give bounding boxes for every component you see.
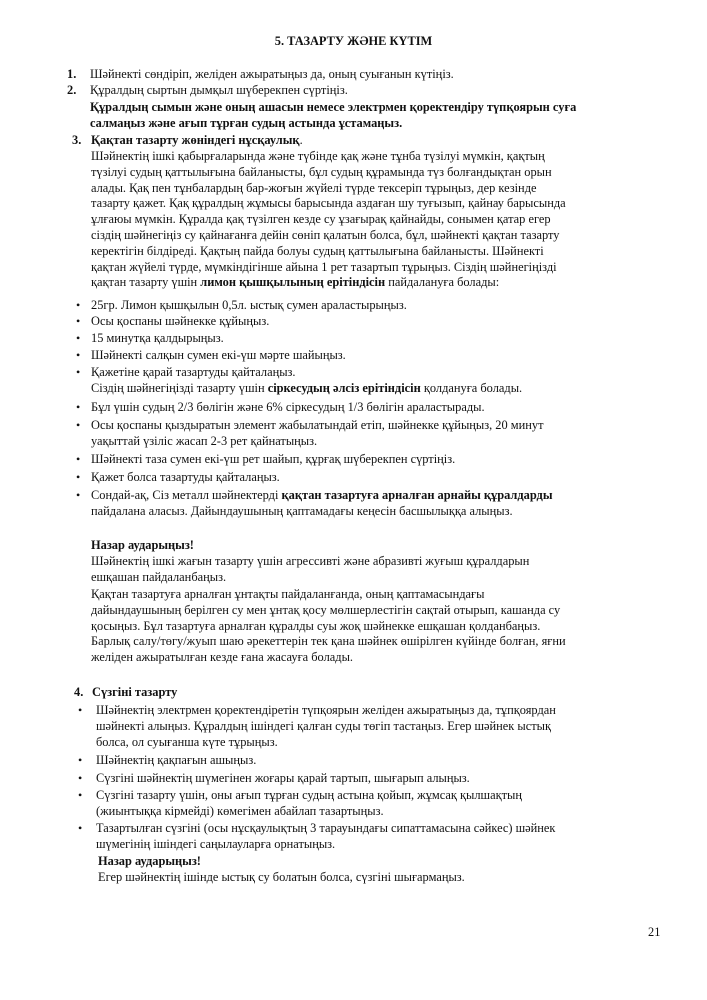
list-item: Шәйнектің электрмен қоректендіретін түпқоярын желіден ажыратыңыз да, тұпқоярдан шәйнекті алыңыз. Құралдың ішіндегі қалған суды төгіп тастаңыз. Егер шәйнек ыстық болса, ол суығанша күте тұрыңыз. [96,703,556,749]
attention-title: Назар аударыңыз! [91,538,194,552]
list-item: 25гр. Лимон қышқылын 0,5л. ыстық сумен араластырыңыз. [91,298,407,312]
bullet-icon: • [76,298,81,312]
attention-title: Назар аударыңыз! [98,854,201,868]
page-title: 5. ТАЗАРТУ ЖӘНЕ КҮТІМ [274,34,433,48]
list-item: Шәйнекті таза сумен екі-үш рет шайып, құрғақ шүберекпен сүртіңіз. [91,452,456,466]
bullet-icon: • [78,703,83,717]
section-title: Сүзгіні тазарту [92,685,178,699]
list-item: Сондай-ақ, Сіз металл шәйнектерді қақтан тазартуға арналған арнайы құралдарды пайдалана аласыз. Дайындаушының қаптамадағы кеңесін басшылыққа алыңыз. [91,488,553,518]
attention-text: Егер шәйнектің ішінде ыстық су болатын болса, сүзгіні шығармаңыз. [98,870,465,884]
bullet-icon: • [76,488,81,502]
vinegar-intro: Сіздің шәйнегіңізді тазарту үшін сіркесудың әлсіз ерітіндісін қолдануға болады. [91,381,523,395]
lemon-intro: қақтан тазарту үшін лимон қышқылының ерітіндісін пайдалануға болады: [91,275,500,290]
step-text: Құралдың сыртын дымқыл шүберекпен сүртіңіз. [90,83,348,97]
page-number: 21 [648,925,661,939]
bullet-icon: • [78,753,83,767]
step-number: 2. [67,83,77,97]
step-number: 1. [67,67,77,81]
list-item: Қажетіне қарай тазартуды қайталаңыз. [91,365,296,379]
step-text: Шәйнекті сөндіріп, желіден ажыратыңыз да, оның суығанын күтіңіз. [90,67,454,81]
bullet-icon: • [78,821,83,835]
bullet-icon: • [76,400,81,414]
bullet-icon: • [76,470,81,484]
list-item: Сүзгіні шәйнектің шүмегінен жоғары қарай тартып, шығарып алыңыз. [96,771,470,785]
list-item: Осы қоспаны шәйнекке құйыңыз. [91,314,270,328]
attention-text: Қақтан тазартуға арналған ұнтақты пайдаланғанда, оның қаптамасындағы дайындаушының берілген су мен ұнтақ қосу мөлшерлестігін сақтай отырып, кашанда су қосыңыз. Бұл тазартуға арналған құралды суы жоқ шәйнекке ешқашан қолданбаңыз. Барлық салу/төгу/жуып шаю әрекеттерін тек қана шәйнек өшірілген күйінде болған, яғни желіден ажыратылған кезде ғана жасауға болады. [91,587,566,665]
list-item: Сүзгіні тазарту үшін, оны ағып тұрған судың астына қойып, жұмсақ қылшақтың (жиынтыққа кірмейді) көмегімен абайлап тазартыңыз. [96,788,522,818]
list-item: Тазартылған сүзгіні (осы нұсқаулықтың 3 тарауындағы сипаттамасына сәйкес) шәйнек шүмегінің ішіндегі саңылауларға орнатыңыз. [96,821,556,851]
bullet-icon: • [76,452,81,466]
descaling-paragraph: Шәйнектің ішкі қабырғаларында және түбінде қақ және тұнба түзілуі мүмкін, қақтың түзілуі судың қаттылығына байланысты, бұл судың құрамында түз болғандықтан орын алады. Қақ пен тұнбалардың бар-жоғын жүйелі түрде тексеріп тұрыңыз, дер кезінде тазарту қажет. Қақ құралдың жұмысы барысында аздаған шу туғызып, қайнау барысында ұлғаюы мүмкін. Құралда қақ түзілген кезде су ұзағырақ қайнайды, сонымен қатар егер сіздің шәйнегіңіз су қайнағанға дейін сөніп қалатын болса, бұл, шәйнекті қақтан тазарту керектігін білдіреді. Қақтың пайда болуы судың қаттылығына байланысты. Шәйнекті қақтан жүйелі түрде, мүмкіндігінше айына 1 рет тазартып тұрыңыз. Сіздің шәйнегіңізді қақтан тазарту үшін лимон қышқылының ерітіндісін пайдалануға болады: [91,149,656,291]
warning-immerse: Құралдың сымын және оның ашасын немесе электрмен қоректендіру түпқоярын суға салмаңыз және ағып тұрған судың астында ұстамаңыз. [90,100,577,130]
section-number: 4. [74,685,84,699]
bullet-icon: • [76,314,81,328]
list-item: Қажет болса тазартуды қайталаңыз. [91,470,280,484]
bullet-icon: • [78,788,83,802]
bullet-icon: • [76,331,81,345]
list-item: Шәйнектің қақпағын ашыңыз. [96,753,257,767]
attention-text: Шәйнектің ішкі жағын тазарту үшін агрессивті және абразивті жуғыш құралдарын ешқашан пайдаланбаңыз. [91,554,530,584]
bullet-icon: • [78,771,83,785]
section-title: Қақтан тазарту жөніндегі нұсқаулық [91,133,300,147]
list-item: Бұл үшін судың 2/3 бөлігін және 6% сіркесудың 1/3 бөлігін араластырады. [91,400,485,414]
list-item: Осы қоспаны қыздыратын элемент жабылатындай етіп, шәйнекке құйыңыз, 20 минут уақыттай үзіліс жасап 2-3 рет қайнатыңыз. [91,418,544,448]
bullet-icon: • [76,365,81,379]
section-number: 3. [72,133,82,147]
list-item: Шәйнекті салқын сумен екі-үш мәрте шайыңыз. [91,348,346,362]
bullet-icon: • [76,418,81,432]
list-item: 15 минутқа қалдырыңыз. [91,331,224,345]
bullet-icon: • [76,348,81,362]
